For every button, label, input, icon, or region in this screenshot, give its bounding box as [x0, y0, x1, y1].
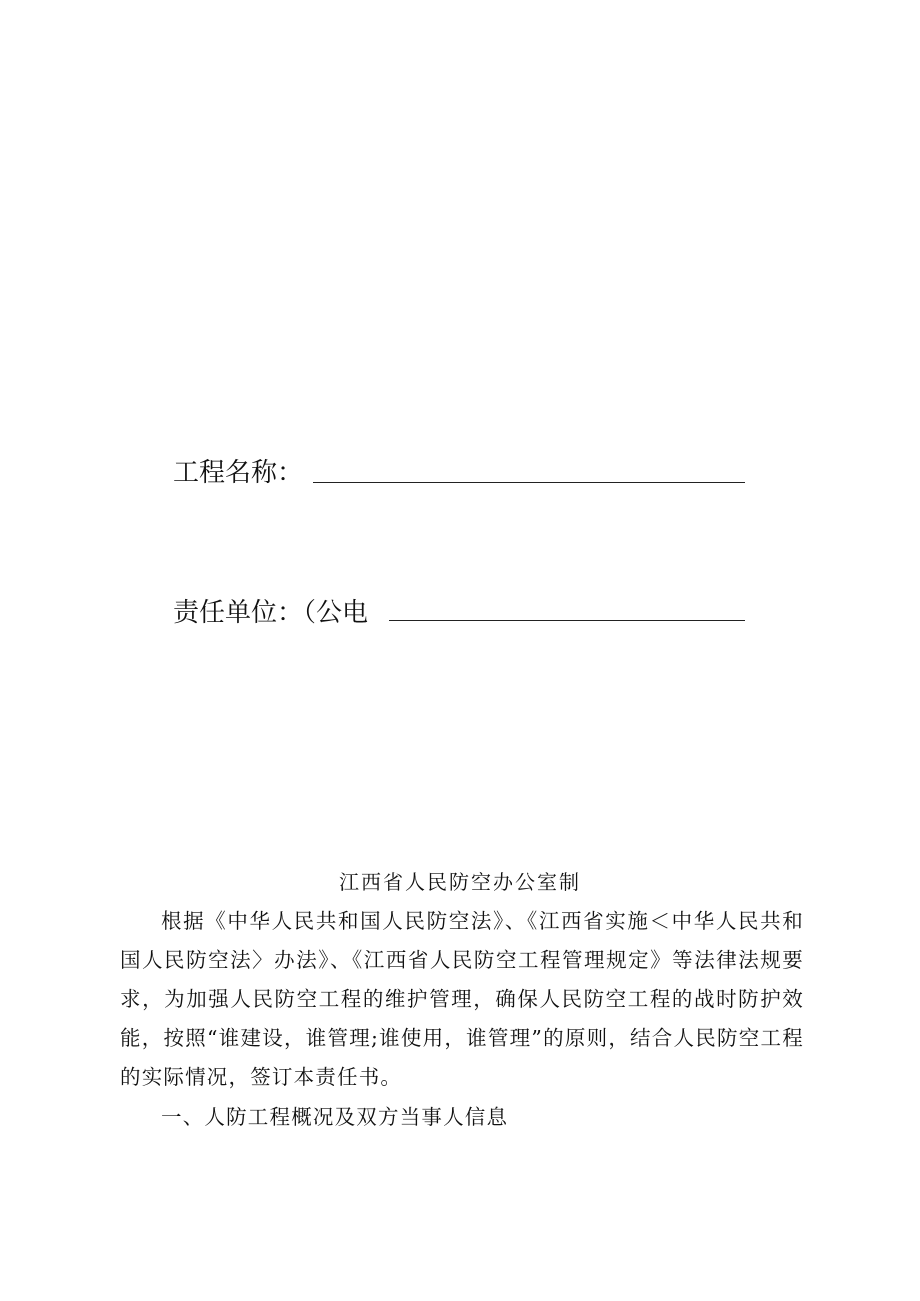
responsible-unit-label: 责任单位：（公电: [173, 598, 369, 628]
project-name-line: [313, 482, 745, 483]
issuer-line: 江西省人民防空办公室制: [339, 870, 581, 894]
responsible-unit-line: [389, 620, 745, 621]
project-name-row: [173, 450, 303, 490]
project-name-label: 工程名称：: [173, 458, 304, 488]
intro-paragraph: 根据《中华人民共和国人民防空法》、《江西省实施＜中华人民共和国人民防空法〉办法》、《江西省人民防空工程管理规定》等法律法规要求，为加强人民防空工程的维护管理，确保人民防空工程的战时防护效能，按照“谁建设，谁管理;谁使用，谁管理”的原则，结合人民防空工程的实际情况，签订本责任书。: [120, 909, 804, 1089]
section-heading: 一、人防工程概况及双方当事人信息: [161, 1105, 509, 1129]
responsible-unit-row: [173, 590, 368, 630]
